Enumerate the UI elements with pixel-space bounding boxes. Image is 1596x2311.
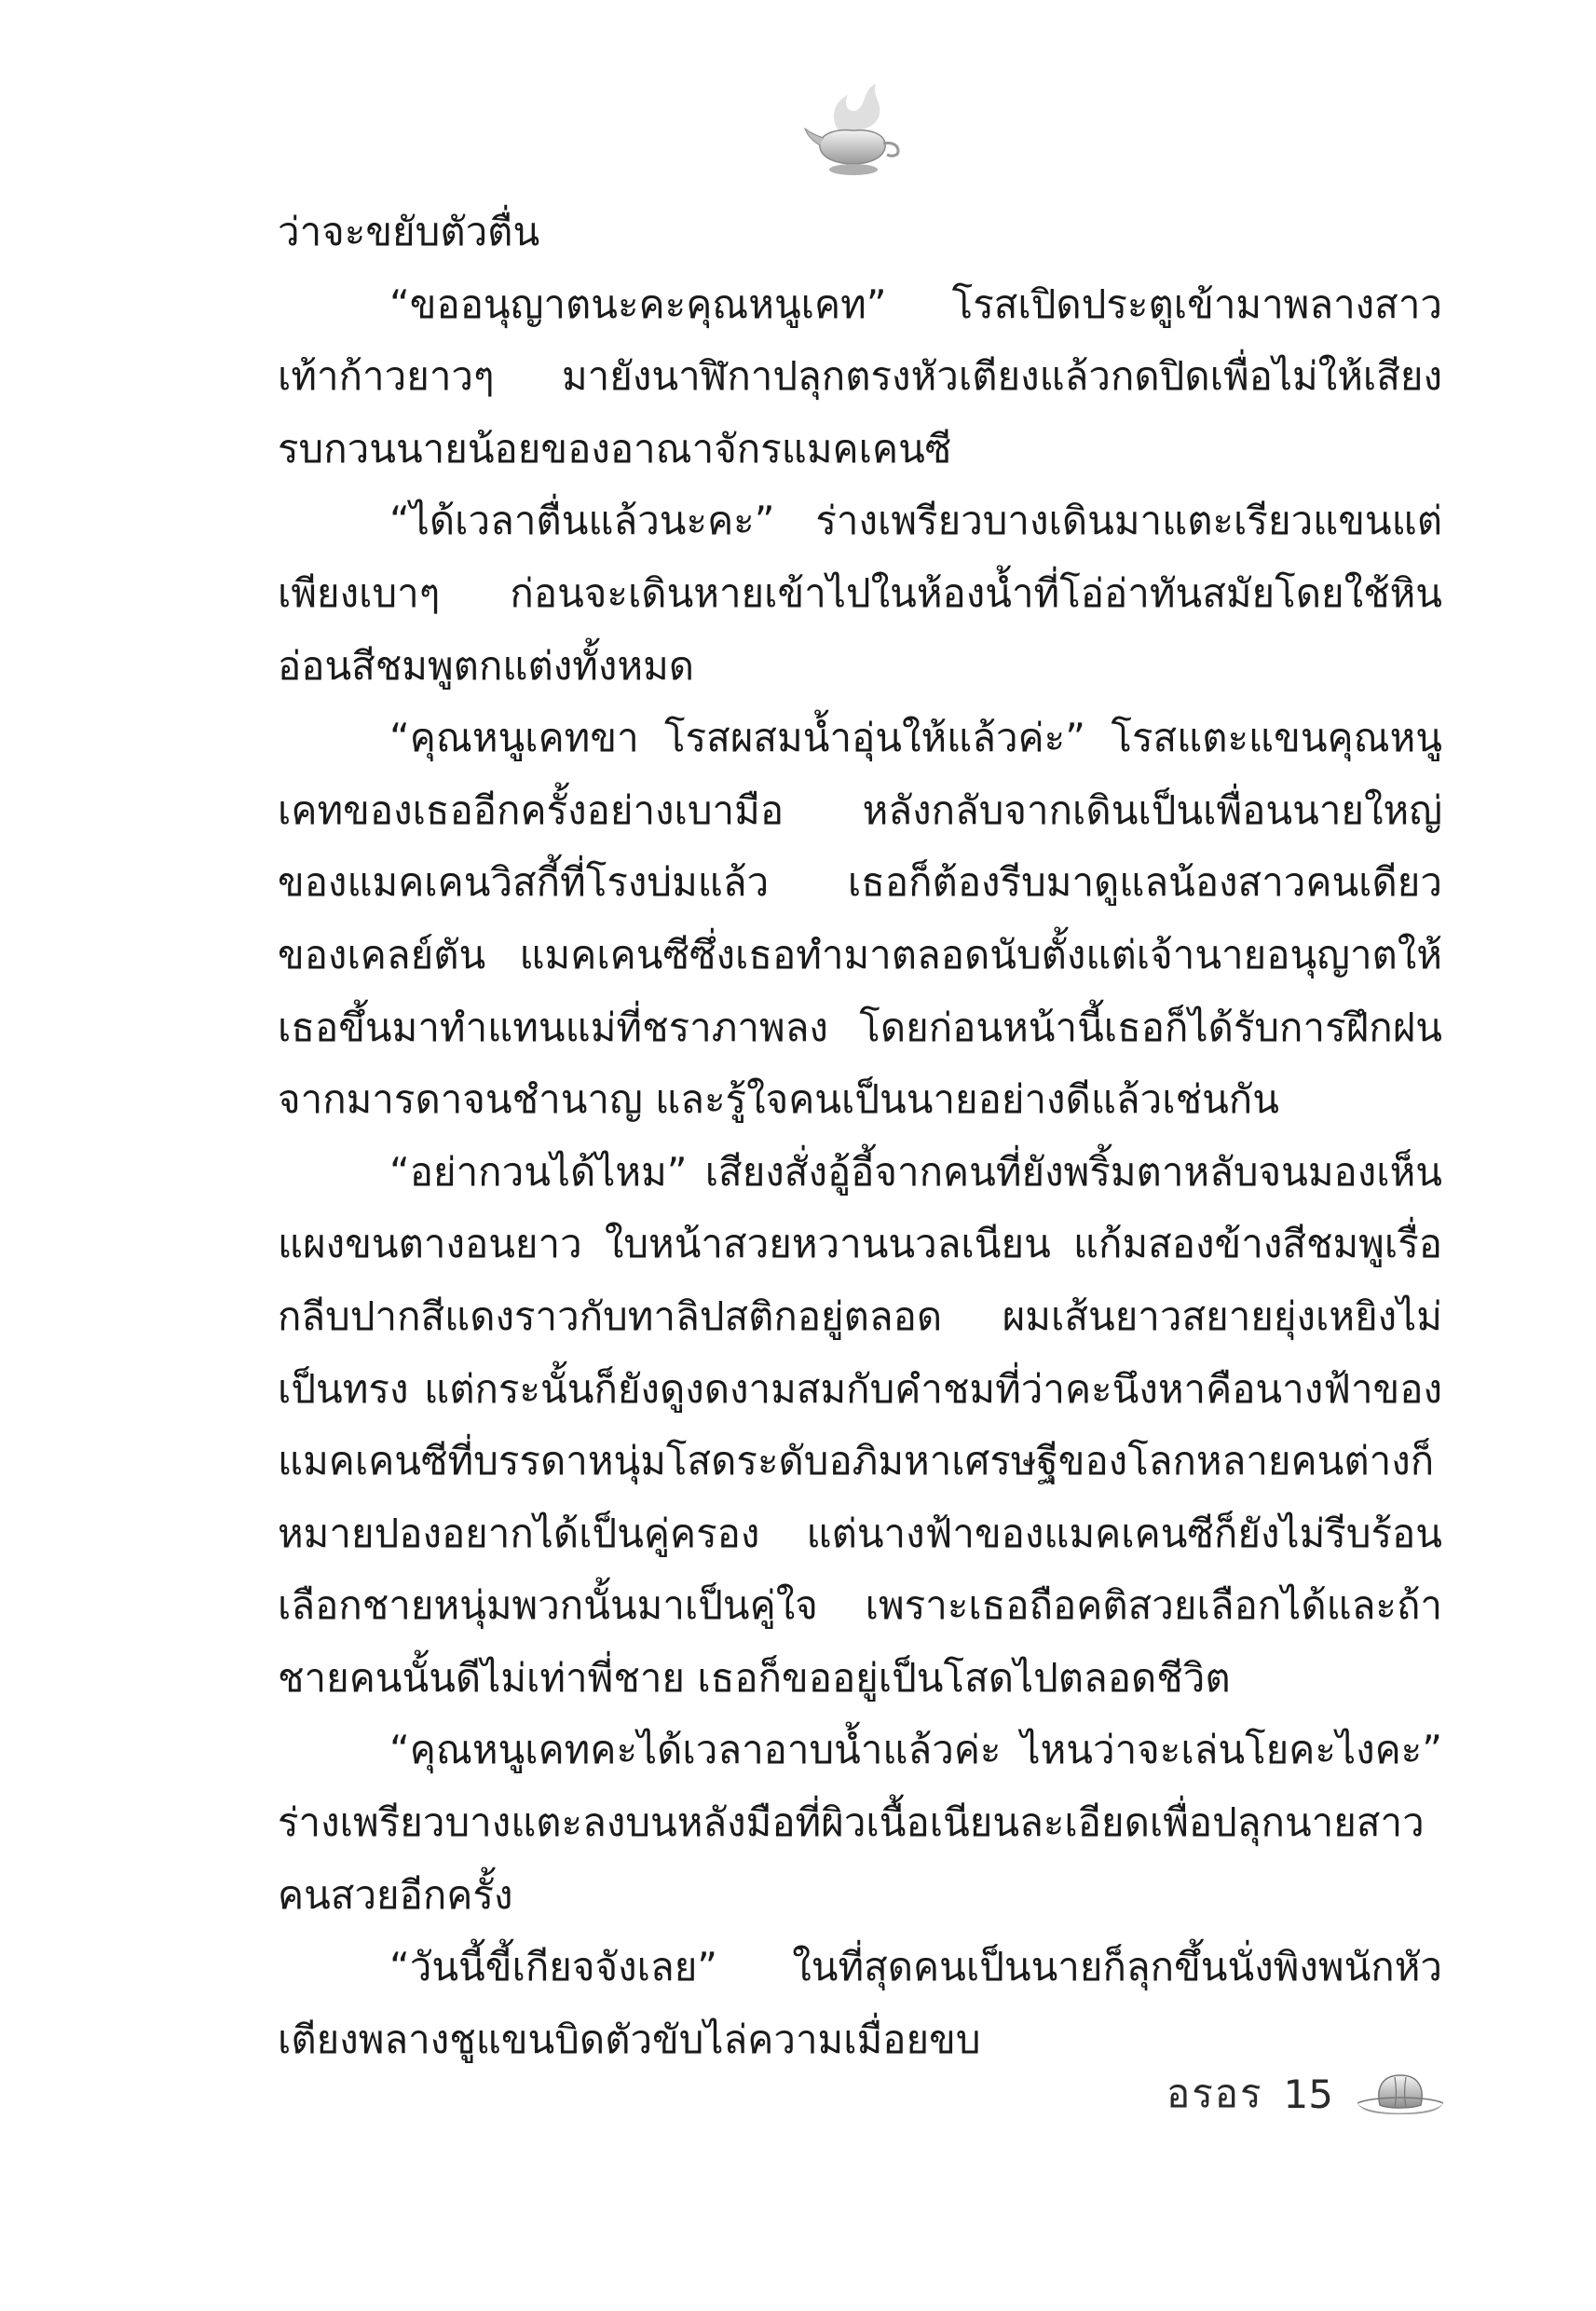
paragraph-7: “วันนี้ขี้เกียจจังเลย” ในที่สุดคนเป็นนายก็ลุกขึ้นนั่งพิงพนักหัวเตียงพลางชูแขนบิดตัวขับไล่ความเมื่อยขบ (278, 1944, 1442, 2062)
page-footer (1166, 2063, 1447, 2125)
footer-title: อรอร (1166, 2071, 1263, 2116)
paragraph-6: “คุณหนูเคทคะได้เวลาอาบน้ำแล้วค่ะ ไหนว่าจะเล่นโยคะไงคะ” ร่างเพรียวบางแตะลงบนหลังมือที่ผิวเนื้อเนียนละเอียดเพื่อปลุกนายสาวคนสวยอีกครั้ง (278, 1727, 1442, 1918)
paragraph-1: ว่าจะขยับตัวตื่น (278, 209, 540, 254)
paragraph-2: “ขออนุญาตนะคะคุณหนูเคท” โรสเปิดประตูเข้ามาพลางสาวเท้าก้าวยาวๆ มายังนาฬิกาปลุกตรงหัวเตียงแล้วกดปิดเพื่อไม่ให้เสียงรบกวนนายน้อยของอาณาจักรแมคเคนซี (278, 280, 1442, 472)
hat-icon (1354, 2068, 1447, 2120)
paragraph-4: “คุณหนูเคทขา โรสผสมน้ำอุ่นให้แล้วค่ะ” โรสแตะแขนคุณหนูเคทของเธออีกครั้งอย่างเบามือ หลังกลับจากเดินเป็นเพื่อนนายใหญ่ของแมคเคนวิสกี้ที่โรงบ่มแล้ว เธอก็ต้องรีบมาดูแลน้องสาวคนเดียวของเคลย์ตัน แมคเคนซีซึ่งเธอทำมาตลอดนับตั้งแต่เจ้านายอนุญาตให้เธอขึ้นมาทำแทนแม่ที่ชราภาพลง โดยก่อนหน้านี้เธอก็ได้รับการฝึกฝนจากมารดาจนชำนาญ และรู้ใจคนเป็นนายอย่างดีแล้วเช่นกัน (278, 715, 1442, 1123)
body-text (278, 196, 1442, 2075)
magic-lamp-icon (801, 73, 904, 185)
paragraph-5: “อย่ากวนได้ไหม” เสียงสั่งอู้อี้จากคนที่ยังพริ้มตาหลับจนมองเห็นแผงขนตางอนยาว ใบหน้าสวยหวานนวลเนียน แก้มสองข้างสีชมพูเรื่อกลีบปากสีแดงราวกับทาลิปสติกอยู่ตลอด ผมเส้นยาวสยายยุ่งเหยิงไม่เป็นทรง แต่กระนั้นก็ยังดูงดงามสมกับคำชมที่ว่าคะนึงหาคือนางฟ้าของแมคเคนซีที่บรรดาหนุ่มโสดระดับอภิมหาเศรษฐีของโลกหลายคนต่างก็หมายปองอยากได้เป็นคู่ครอง แต่นางฟ้าของแมคเคนซีก็ยังไม่รีบร้อนเลือกชายหนุ่มพวกนั้นมาเป็นคู่ใจ เพราะเธอถือคติสวยเลือกได้และถ้าชายคนนั้นดีไม่เท่าพี่ชาย เธอก็ขออยู่เป็นโสดไปตลอดชีวิต (278, 1148, 1442, 1701)
paragraph-3: “ได้เวลาตื่นแล้วนะคะ” ร่างเพรียวบางเดินมาแตะเรียวแขนแต่เพียงเบาๆ ก่อนจะเดินหายเข้าไปในห้องน้ำที่โอ่อ่าทันสมัยโดยใช้หินอ่อนสีชมพูตกแต่งทั้งหมด (278, 498, 1442, 689)
page-number: 15 (1283, 2071, 1333, 2117)
